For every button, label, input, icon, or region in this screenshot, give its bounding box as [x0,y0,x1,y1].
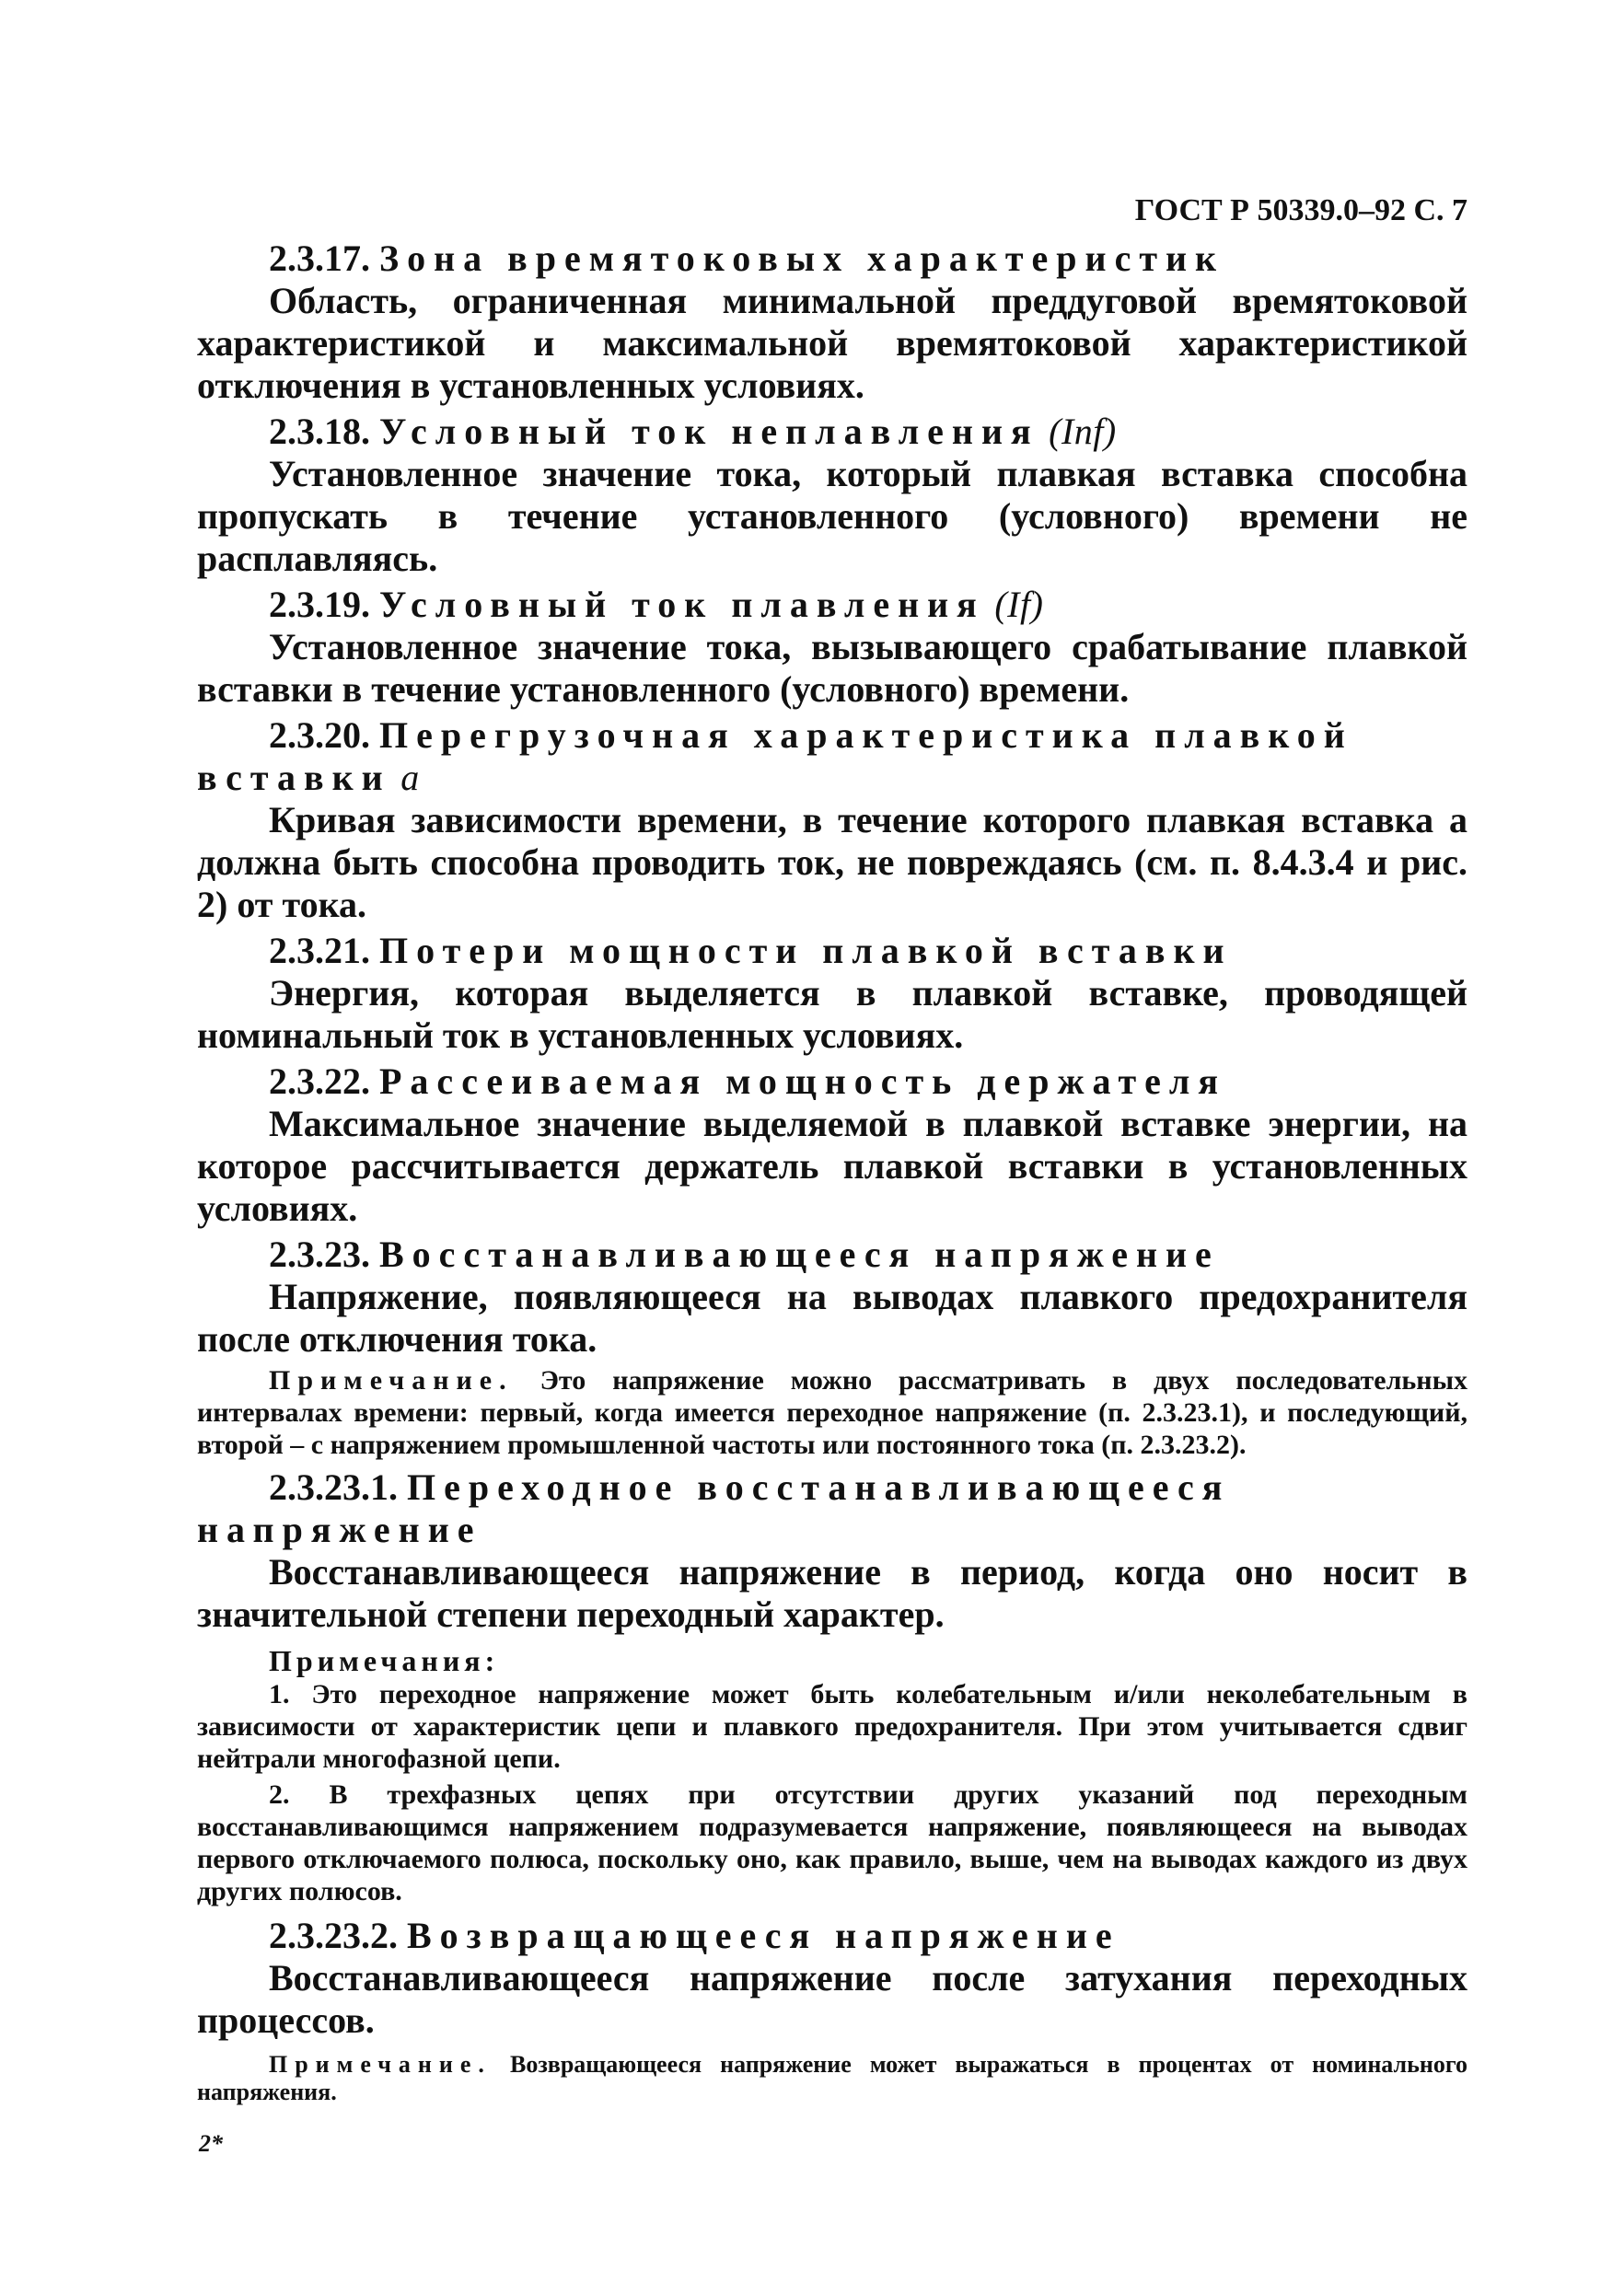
term-title: Зона времятоковых характеристик [379,238,1225,279]
term-number: 2.3.18. [269,411,370,452]
term-title: Переходное восстанавливающееся напряжение [197,1466,1231,1550]
term-number: 2.3.23.1. [269,1466,398,1508]
term-number: 2.3.17. [269,238,370,279]
note-label: Примечание. [269,1365,514,1396]
term-number: 2.3.22. [269,1060,370,1102]
note-text: Это напряжение можно рассматривать в двух последовательных интервалах времени: первый, когда имеется переходное напряжение (п. 2.3.23.1), и последующий, второй – с напряжением промышленной частоты или постоянного тока (п. 2.3.23.2). [197,1365,1468,1460]
term-symbol: (If) [994,584,1044,625]
term-title: Условный ток неплавления [379,411,1039,452]
term-heading-2-3-23-2 [197,1915,1467,1957]
term-title: Восстанавливающееся напряжение [379,1234,1220,1275]
term-number: 2.3.23.2. [269,1915,398,1956]
page-signature-mark: 2* [199,2130,223,2157]
term-title: Возвращающееся напряжение [407,1915,1120,1956]
term-symbol: a [400,757,420,798]
term-heading-2-3-18 [197,411,1467,453]
term-definition: Область, ограниченная минимальной преддуговой времятоковой характеристикой и максимальной времятоковой характеристикой отключения в установленных условиях. [197,280,1467,406]
term-number: 2.3.20. [269,714,370,756]
term-title: Перегрузочная характеристика плавкой вставки [197,714,1353,798]
note-label: Примечание. [269,2051,492,2078]
term-number: 2.3.19. [269,584,370,625]
term-definition: Максимальное значение выделяемой в плавкой вставке энергии, на которое рассчитывается держатель плавкой вставки в установленных условиях. [197,1103,1467,1229]
term-title: Рассеиваемая мощность держателя [379,1060,1226,1102]
notes-heading: Примечания: [269,1644,500,1677]
document-body [197,184,1467,2158]
term-definition: Кривая зависимости времени, в течение которого плавкая вставка a должна быть способна проводить ток, не повреждаясь (см. п. 8.4.3.4 и рис. 2) от тока. [197,799,1467,925]
page-header: ГОСТ Р 50339.0–92 С. 7 [1134,193,1467,227]
term-heading-2-3-22 [197,1060,1467,1103]
note-text: Возвращающееся напряжение может выражаться в процентах от номинального напряжения. [197,2051,1467,2105]
note-2-3-23-2 [197,2051,1467,2106]
term-heading-2-3-23-1 [197,1466,1467,1551]
term-definition: Восстанавливающееся напряжение в период, когда оно носит в значительной степени переходный характер. [197,1551,1467,1635]
term-definition: Напряжение, появляющееся на выводах плавкого предохранителя после отключения тока. [197,1276,1467,1360]
term-heading-2-3-21 [197,930,1467,972]
term-title: Потери мощности плавкой вставки [379,930,1233,971]
term-heading-2-3-17 [197,238,1467,280]
term-heading-2-3-20 [197,714,1467,799]
term-definition: Установленное значение тока, который плавкая вставка способна пропускать в течение установленного (условного) времени не расплавляясь. [197,453,1467,579]
term-number: 2.3.23. [269,1234,370,1275]
term-heading-2-3-19 [197,584,1467,626]
note-2-3-23 [197,1364,1467,1461]
term-title: Условный ток плавления [379,584,985,625]
term-symbol: (Inf) [1049,411,1117,452]
term-number: 2.3.21. [269,930,370,971]
term-definition: Восстанавливающееся напряжение после затухания переходных процессов. [197,1957,1467,2041]
term-heading-2-3-23 [197,1234,1467,1276]
term-definition: Энергия, которая выделяется в плавкой вставке, проводящей номинальный ток в установленных условиях. [197,972,1467,1056]
term-definition: Установленное значение тока, вызывающего срабатывание плавкой вставки в течение установленного (условного) времени. [197,626,1467,710]
note-item: 2. В трехфазных цепях при отсутствии других указаний под переходным восстанавливающимся напряжением подразумевается напряжение, появляющееся на выводах первого отключаемого полюса, поскольку оно, как правило, выше, чем на выводах каждого из двух других полюсов. [197,1779,1467,1906]
note-item: 1. Это переходное напряжение может быть колебательным и/или неколебательным в зависимости от характеристик цепи и плавкого предохранителя. При этом учитывается сдвиг нейтрали многофазной цепи. [197,1679,1467,1774]
